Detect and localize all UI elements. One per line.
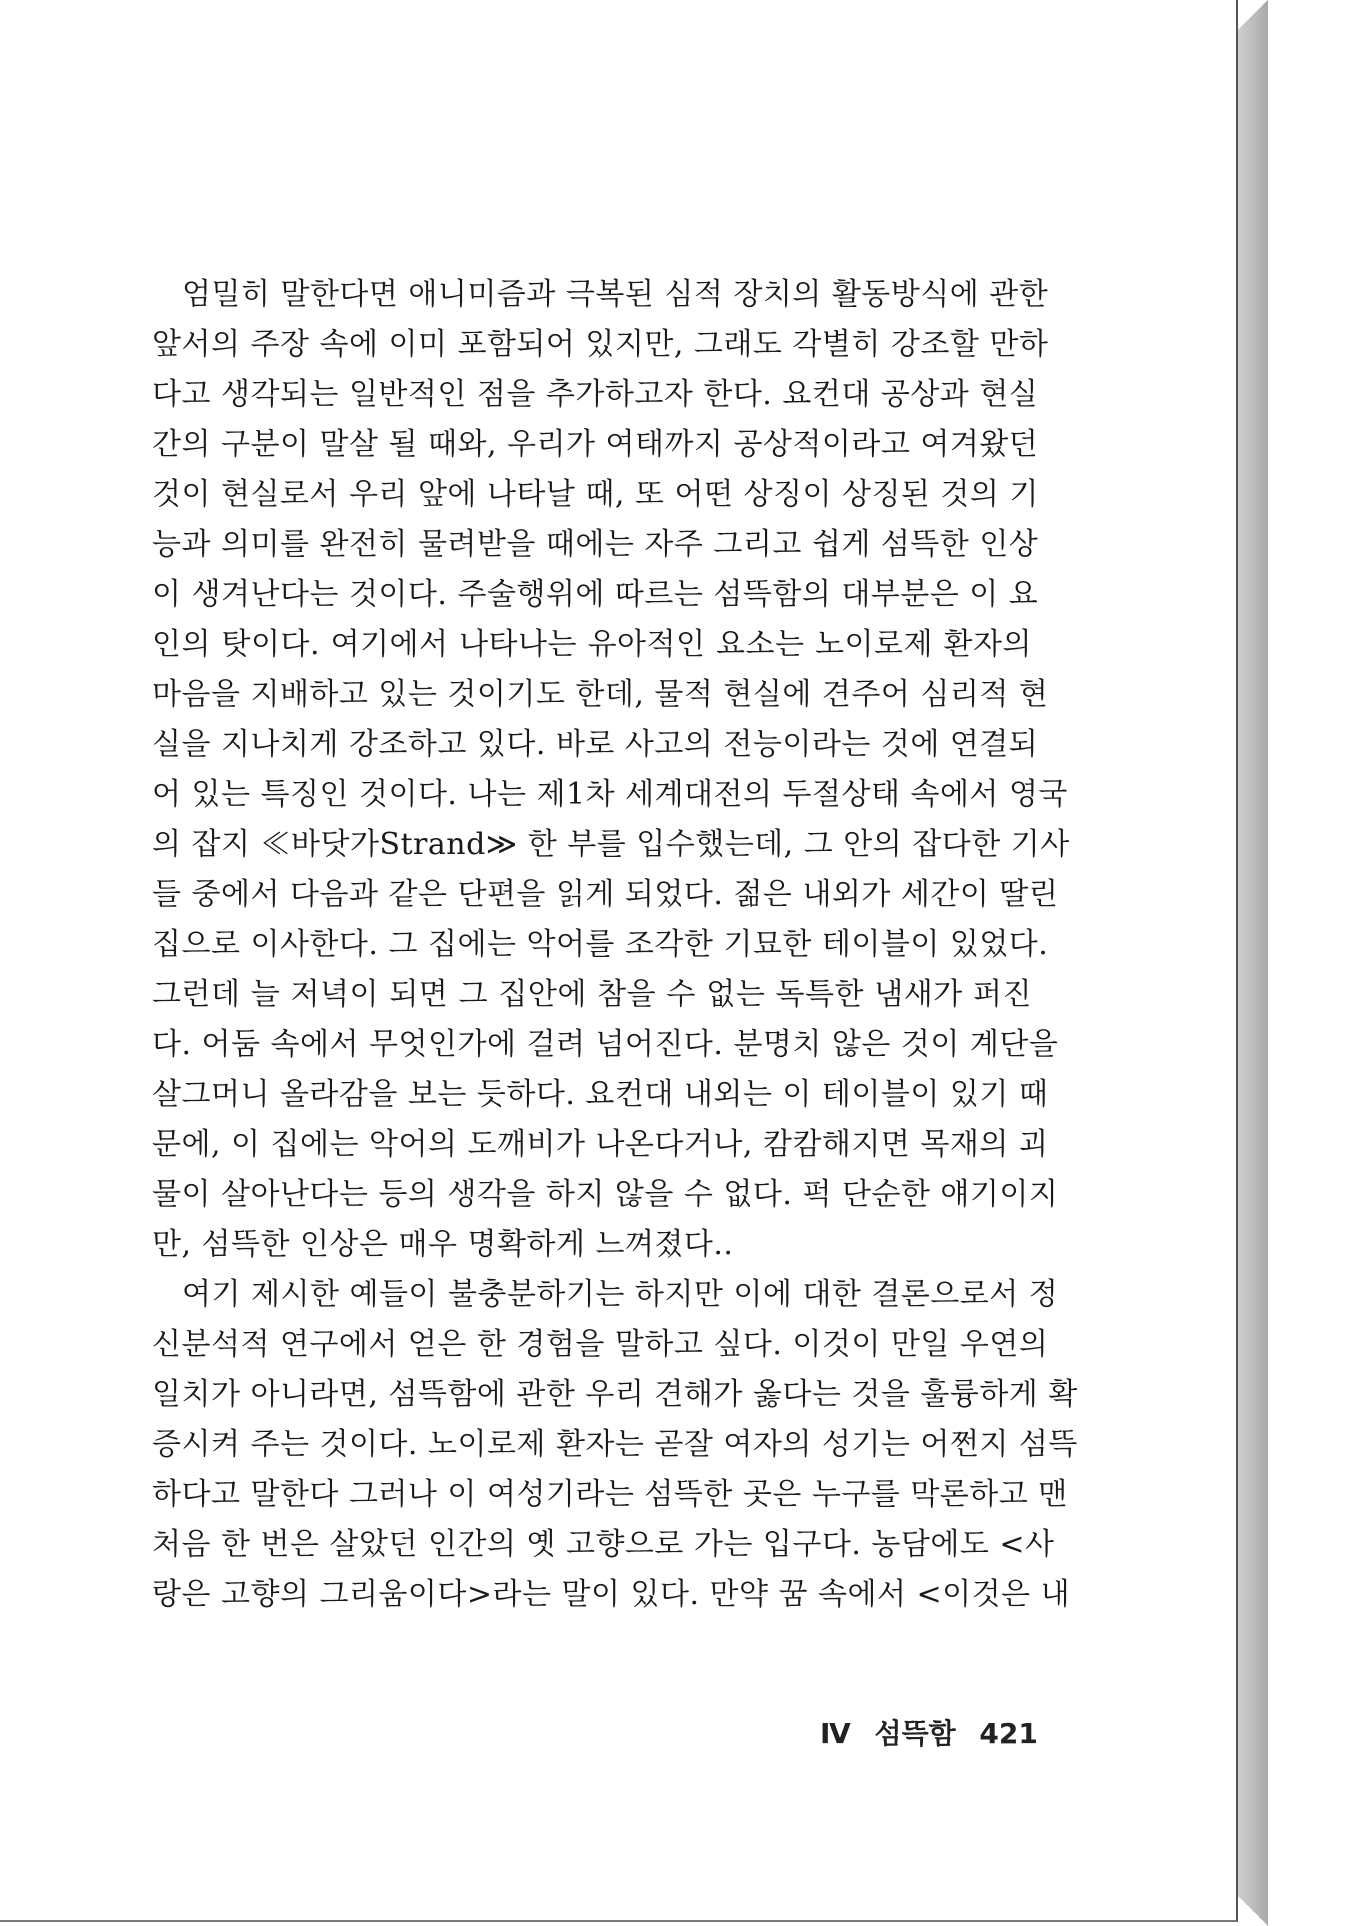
text-line: 엄밀히 말한다면 애니미즘과 극복된 심적 장치의 활동방식에 관한 bbox=[182, 277, 1049, 312]
body-text bbox=[152, 270, 1078, 1620]
text-line: 인의 탓이다. 여기에서 나타나는 유아적인 요소는 노이로제 환자의 bbox=[152, 627, 1032, 662]
book-edge-top-bevel bbox=[1238, 0, 1268, 30]
text-line: 의 잡지 ≪바닷가Strand≫ 한 부를 입수했는데, 그 안의 잡다한 기사 bbox=[152, 827, 1070, 862]
text-line: 여기 제시한 예들이 불충분하기는 하지만 이에 대한 결론으로서 정 bbox=[182, 1277, 1059, 1312]
text-line: 마음을 지배하고 있는 것이기도 한데, 물적 현실에 견주어 심리적 현 bbox=[152, 677, 1049, 712]
text-line: 이 생겨난다는 것이다. 주술행위에 따르는 섬뜩함의 대부분은 이 요 bbox=[152, 577, 1039, 612]
paragraph-2 bbox=[152, 1270, 1078, 1620]
text-line: 집으로 이사한다. 그 집에는 악어를 조각한 기묘한 테이블이 있었다. bbox=[152, 927, 1049, 962]
text-line: 다. 어둠 속에서 무엇인가에 걸려 넘어진다. 분명치 않은 것이 계단을 bbox=[152, 1027, 1059, 1062]
text-line: 것이 현실로서 우리 앞에 나타날 때, 또 어떤 상징이 상징된 것의 기 bbox=[152, 477, 1039, 512]
text-line: 들 중에서 다음과 같은 단편을 읽게 되었다. 젊은 내외가 세간이 딸린 bbox=[152, 877, 1059, 912]
text-line: 증시켜 주는 것이다. 노이로제 환자는 곧잘 여자의 성기는 어쩐지 섬뜩 bbox=[152, 1427, 1078, 1462]
text-line: 다고 생각되는 일반적인 점을 추가하고자 한다. 요컨대 공상과 현실 bbox=[152, 377, 1039, 412]
book-edge-bottom-bevel bbox=[1238, 1896, 1268, 1926]
text-line: 어 있는 특징인 것이다. 나는 제1차 세계대전의 두절상태 속에서 영국 bbox=[152, 777, 1068, 812]
text-line: 그런데 늘 저녁이 되면 그 집안에 참을 수 없는 독특한 냄새가 퍼진 bbox=[152, 977, 1032, 1012]
paragraph-1 bbox=[152, 270, 1070, 1270]
text-line: 간의 구분이 말살 될 때와, 우리가 여태까지 공상적이라고 여겨왔던 bbox=[152, 427, 1039, 462]
text-line: 살그머니 올라감을 보는 듯하다. 요컨대 내외는 이 테이블이 있기 때 bbox=[152, 1077, 1049, 1112]
text-line: 문에, 이 집에는 악어의 도깨비가 나온다거나, 캄캄해지면 목재의 괴 bbox=[152, 1127, 1049, 1162]
text-line: 하다고 말한다 그러나 이 여성기라는 섬뜩한 곳은 누구를 막론하고 맨 bbox=[152, 1477, 1068, 1512]
text-line: 만, 섬뜩한 인상은 매우 명확하게 느껴졌다.. bbox=[152, 1227, 734, 1262]
text-line: 일치가 아니라면, 섬뜩함에 관한 우리 견해가 옳다는 것을 훌륭하게 확 bbox=[152, 1377, 1078, 1412]
section-title: 섬뜩함 bbox=[874, 1717, 956, 1750]
page-number: 421 bbox=[979, 1717, 1038, 1750]
text-line: 실을 지나치게 강조하고 있다. 바로 사고의 전능이라는 것에 연결되 bbox=[152, 727, 1039, 762]
chapter-numeral: Ⅳ bbox=[820, 1717, 851, 1750]
text-line: 랑은 고향의 그리움이다>라는 말이 있다. 만약 꿈 속에서 <이것은 내 bbox=[152, 1577, 1071, 1612]
text-line: 신분석적 연구에서 얻은 한 경험을 말하고 싶다. 이것이 만일 우연의 bbox=[152, 1327, 1049, 1362]
text-line: 앞서의 주장 속에 이미 포함되어 있지만, 그래도 각별히 강조할 만하 bbox=[152, 327, 1049, 362]
text-line: 처음 한 번은 살았던 인간의 옛 고향으로 가는 입구다. 농담에도 <사 bbox=[152, 1527, 1055, 1562]
page-footer bbox=[820, 1712, 1052, 1752]
book-page-edge bbox=[1238, 0, 1268, 1926]
text-line: 능과 의미를 완전히 물려받을 때에는 자주 그리고 쉽게 섬뜩한 인상 bbox=[152, 527, 1039, 562]
text-line: 물이 살아난다는 등의 생각을 하지 않을 수 없다. 퍽 단순한 얘기이지 bbox=[152, 1177, 1059, 1212]
